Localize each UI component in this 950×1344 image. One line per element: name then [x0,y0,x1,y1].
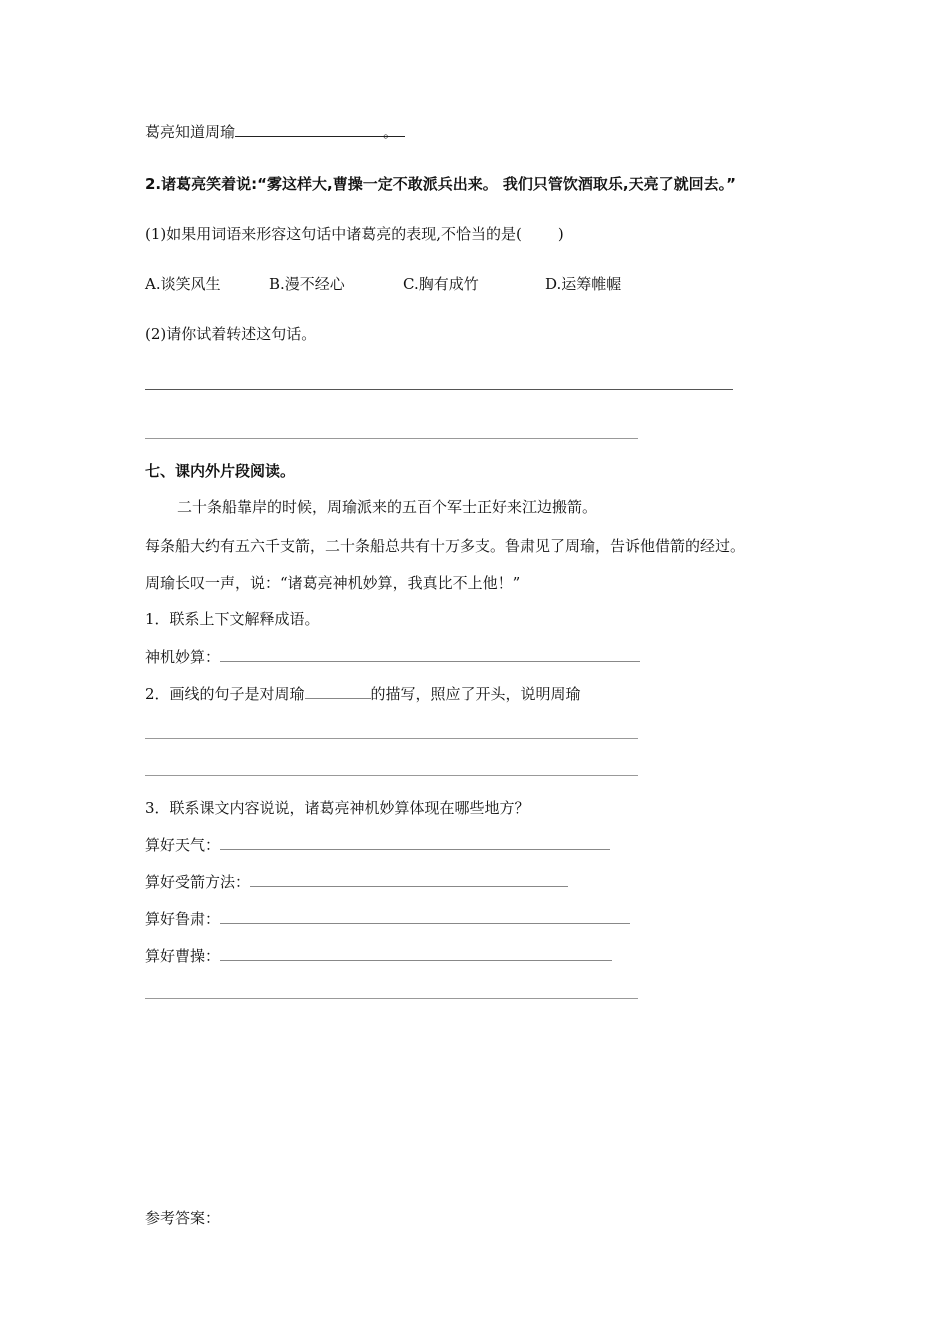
s7-q2 [145,684,581,704]
section7-heading: 七、课内外片段阅读。 [145,462,296,480]
s7-q3-item-caocao [145,946,612,966]
s7-q3-extra-line[interactable] [145,998,638,999]
s7-q1-answer-blank[interactable] [220,647,640,662]
s7-q3-item-label: 算好受箭方法： [145,873,251,891]
s7-q2-pre: 2．画线的句子是对周瑜 [145,685,305,703]
s7-q3-item-lusu [145,909,630,929]
s7-q3-blank-weather[interactable] [220,835,610,850]
q1-tail-text: 葛亮知道周瑜 [145,123,236,141]
passage-line-3: 周瑜长叹一声，说：“诸葛亮神机妙算，我真比不上他！” [145,574,521,592]
s7-q2-answer-line-2[interactable] [145,775,638,776]
s7-q3-item-weather [145,835,610,855]
q1-answer-blank[interactable] [235,122,383,137]
s7-q3-item-label: 算好鲁肃： [145,910,221,928]
s7-q3-item-label: 算好天气： [145,836,221,854]
s7-q1: 1．联系上下文解释成语。 [145,610,320,628]
q2-sub1-close: ) [557,225,564,243]
option-c[interactable]: C.胸有成竹 [403,275,479,293]
passage-line-1: 二十条船靠岸的时候，周瑜派来的五百个军士正好来江边搬箭。 [177,498,598,516]
q1-tail-line [145,122,405,142]
q2-answer-line-1[interactable] [145,389,733,390]
s7-q2-blank[interactable] [305,684,371,699]
q2-answer-line-2[interactable] [145,438,638,439]
s7-q1-label: 神机妙算： [145,648,221,666]
option-d[interactable]: D.运筹帷幄 [545,275,622,293]
s7-q3-blank-caocao[interactable] [220,946,612,961]
passage-line-2: 每条船大约有五六千支箭，二十条船总共有十万多支。鲁肃见了周瑜，告诉他借箭的经过。 [145,537,746,555]
s7-q3-item-method [145,872,568,892]
s7-q2-post: 的描写，照应了开头，说明周瑜 [370,685,581,703]
s7-q3-item-label: 算好曹操： [145,947,221,965]
option-b[interactable]: B.漫不经心 [269,275,345,293]
s7-q3: 3．联系课文内容说说，诸葛亮神机妙算体现在哪些地方？ [145,799,530,817]
s7-q3-blank-lusu[interactable] [220,909,630,924]
q1-end-mark: 。 [383,122,405,137]
q2-sub1-text: (1)如果用词语来形容这句话中诸葛亮的表现,不恰当的是( [145,225,522,243]
s7-q1-answer-row [145,647,640,667]
q2-sub2: (2)请你试着转述这句话。 [145,325,317,343]
q2-title: 2.诸葛亮笑着说:“雾这样大,曹操一定不敢派兵出来。 我们只管饮酒取乐,天亮了就回去。” [145,175,736,193]
option-a[interactable]: A.谈笑风生 [145,275,221,293]
answers-label: 参考答案： [145,1209,221,1227]
q2-sub1 [145,224,564,244]
s7-q3-blank-method[interactable] [250,872,568,887]
s7-q2-answer-line-1[interactable] [145,738,638,739]
